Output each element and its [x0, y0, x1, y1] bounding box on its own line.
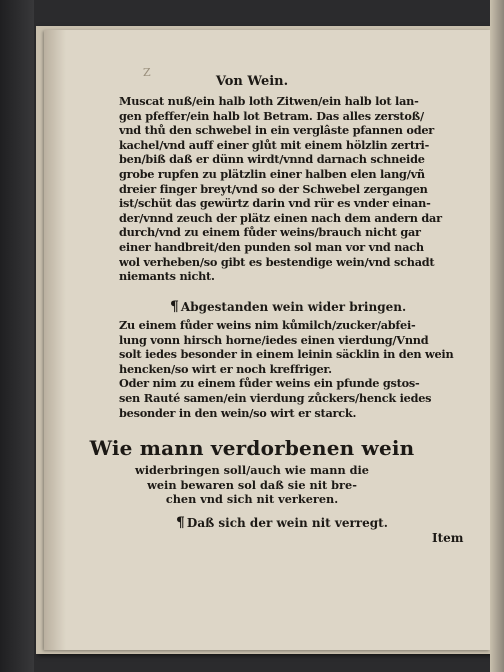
text-line: Muscat nuß/ein halb loth Zitwen/ein halb lot lan- — [119, 94, 419, 108]
text-line: chen vnd sich nit verkeren. — [165, 492, 339, 507]
text-line: besonder in den wein/so wirt er starck. — [119, 405, 357, 420]
closing-heading-text: Daß sich der wein nit verregt. — [186, 516, 388, 530]
section-heading — [170, 299, 406, 315]
text-line: grobe rupfen zu plätzlin einer halben elen lang/vñ — [119, 166, 425, 181]
text-line: widerbringen soll/auch wie mann die — [135, 463, 369, 477]
catchword: Item — [432, 531, 464, 545]
pilcrow-icon: ¶ — [170, 299, 179, 315]
text-line: sen Rauté samen/ein vierdung zůckers/henck iedes — [119, 390, 432, 405]
text-line: Zu einem fůder weins nim kůmilch/zucker/abfei- — [119, 318, 416, 332]
text-line: der/vnnd zeuch der plätz einen nach dem andern dar — [119, 210, 442, 225]
pilcrow-icon: ¶ — [176, 515, 185, 531]
text-line: wein bewaren sol daß sie nit bre- — [147, 477, 357, 492]
closing-heading — [176, 515, 388, 531]
chapter-subtitle — [0, 463, 504, 507]
text-line: ist/schüt das gewürtz darin vnd rür es vnder einan- — [119, 196, 431, 211]
paragraph-1 — [119, 94, 458, 284]
text-line: kachel/vnd auff einer glůt mit einem hölzlin zertri- — [119, 137, 430, 152]
text-line: dreier finger breyt/vnd so der Schwebel zergangen — [119, 181, 428, 196]
text-line: durch/vnd zu einem fůder weins/brauch nicht gar — [119, 225, 421, 240]
marginal-mark: Z — [143, 66, 151, 79]
text-line: ben/biß daß er dünn wirdt/vnnd darnach schneide — [119, 152, 425, 167]
scan-background-left — [0, 0, 34, 672]
text-line: gen pfeffer/ein halb lot Betram. Das alles zerstoß/ — [119, 108, 424, 123]
text-line: einer handbreit/den punden sol man vor vnd nach — [119, 239, 424, 254]
text-line: hencken/so wirt er noch kreffriger. — [119, 361, 332, 376]
text-line: lung vonn hirsch horne/iedes einen vierdung/Vnnd — [119, 332, 429, 347]
text-line: solt iedes besonder in einem leinin säcklin in den wein — [119, 347, 454, 362]
text-line: vnd thů den schwebel in ein verglâste pfannen oder — [119, 123, 434, 138]
page-right-edge — [490, 0, 504, 672]
chapter-title: Wie mann verdorbenen wein — [89, 436, 415, 460]
running-header: Von Wein. — [215, 74, 289, 89]
section-heading-text: Abgestanden wein wider bringen. — [180, 300, 407, 314]
text-line: wol verheben/so gibt es bestendige wein/vnd schadt — [119, 254, 435, 269]
text-line: Oder nim zu einem fůder weins ein pfunde gstos- — [119, 376, 420, 391]
text-line: niemants nicht. — [119, 269, 215, 284]
paragraph-2 — [119, 318, 458, 420]
